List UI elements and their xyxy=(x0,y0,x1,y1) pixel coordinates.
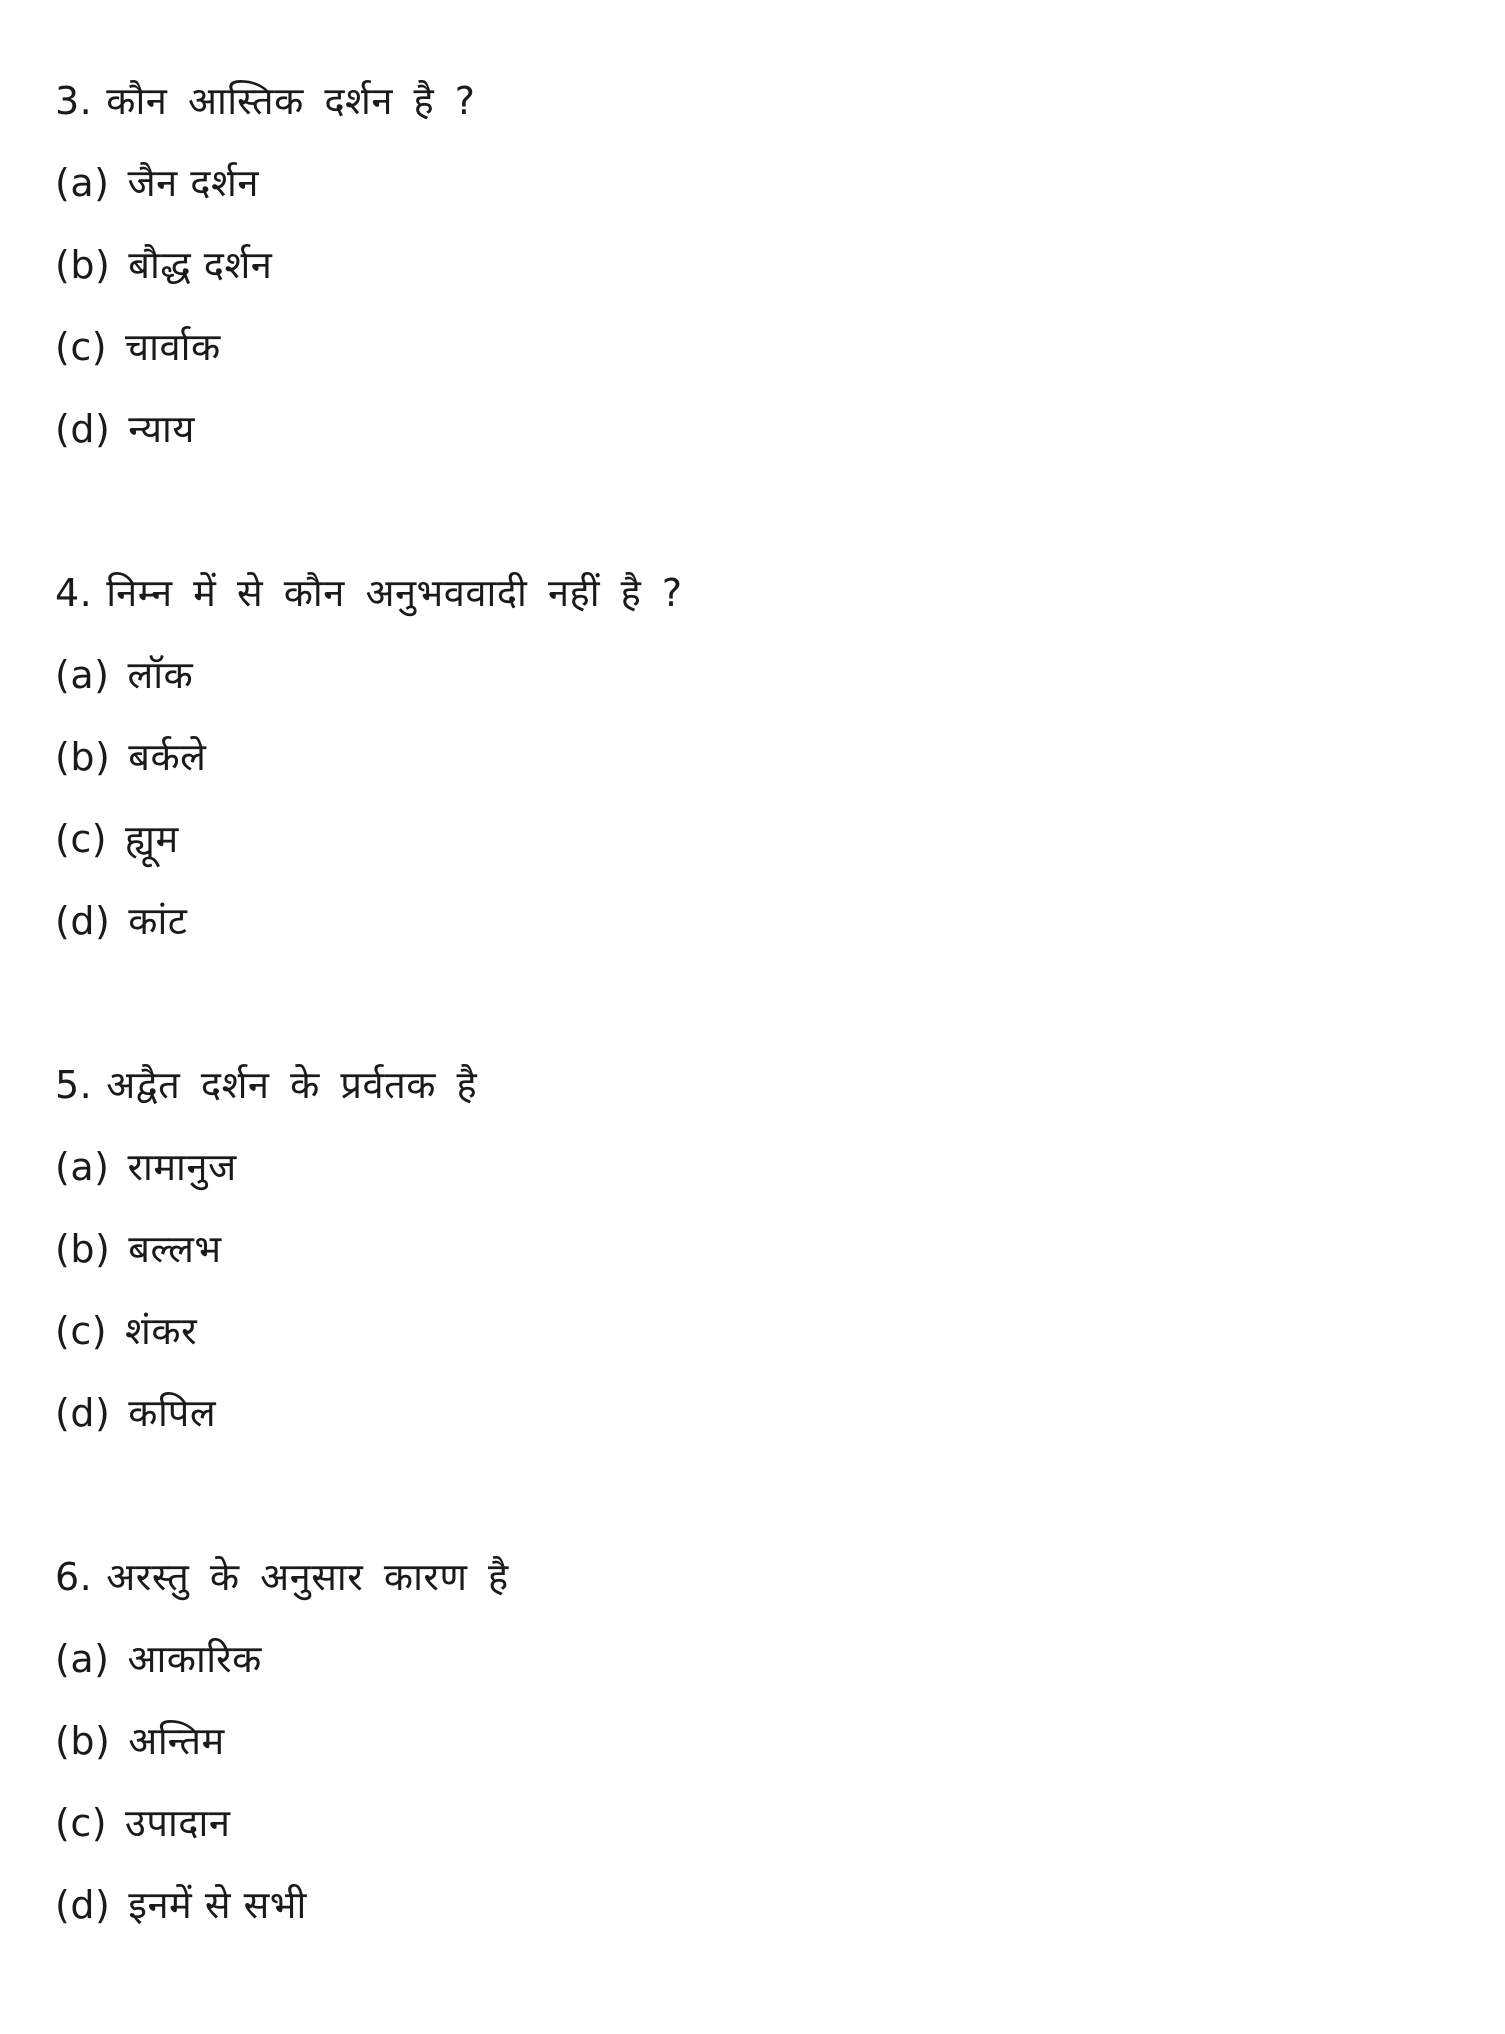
question-4 xyxy=(55,552,1455,962)
option-label: (b) xyxy=(55,1719,111,1763)
option-label: (b) xyxy=(55,1227,111,1271)
question-stem xyxy=(55,1044,1455,1126)
option-label: (b) xyxy=(55,735,111,779)
question-stem xyxy=(55,60,1455,142)
question-number: 6. xyxy=(55,1555,93,1599)
option-d xyxy=(55,388,1455,470)
option-text: कांट xyxy=(128,899,188,943)
option-label: (d) xyxy=(55,899,111,943)
option-text: ह्यूम xyxy=(125,817,179,861)
option-label: (b) xyxy=(55,243,111,287)
option-d xyxy=(55,1372,1455,1454)
option-text: लॉक xyxy=(127,653,194,697)
option-c xyxy=(55,306,1455,388)
option-text: रामानुज xyxy=(127,1145,237,1189)
question-text: अद्वैत दर्शन के प्रर्वतक है xyxy=(106,1063,478,1107)
option-text: बल्लभ xyxy=(128,1227,222,1271)
question-number: 5. xyxy=(55,1063,93,1107)
option-b xyxy=(55,1700,1455,1782)
option-a xyxy=(55,1618,1455,1700)
option-label: (a) xyxy=(55,653,110,697)
option-label: (a) xyxy=(55,1637,110,1681)
question-stem xyxy=(55,552,1455,634)
question-text: निम्न में से कौन अनुभववादी नहीं है ? xyxy=(106,571,683,615)
question-3 xyxy=(55,60,1455,470)
option-a xyxy=(55,634,1455,716)
option-b xyxy=(55,716,1455,798)
question-text: कौन आस्तिक दर्शन है ? xyxy=(106,79,476,123)
option-label: (d) xyxy=(55,1883,111,1927)
option-c xyxy=(55,798,1455,880)
option-label: (d) xyxy=(55,407,111,451)
option-text: बर्कले xyxy=(128,735,207,779)
option-label: (c) xyxy=(55,1309,108,1353)
question-number: 3. xyxy=(55,79,93,123)
question-text: अरस्तु के अनुसार कारण है xyxy=(106,1555,509,1599)
option-a xyxy=(55,1126,1455,1208)
option-label: (d) xyxy=(55,1391,111,1435)
option-text: इनमें से सभी xyxy=(128,1883,307,1927)
option-text: शंकर xyxy=(125,1309,198,1353)
option-label: (c) xyxy=(55,1801,108,1845)
option-c xyxy=(55,1290,1455,1372)
option-label: (a) xyxy=(55,1145,110,1189)
question-5 xyxy=(55,1044,1455,1454)
question-number: 4. xyxy=(55,571,93,615)
option-label: (c) xyxy=(55,817,108,861)
option-text: उपादान xyxy=(125,1801,231,1845)
option-label: (a) xyxy=(55,161,110,205)
option-b xyxy=(55,224,1455,306)
option-text: बौद्ध दर्शन xyxy=(128,243,273,287)
option-d xyxy=(55,880,1455,962)
option-c xyxy=(55,1782,1455,1864)
option-text: आकारिक xyxy=(127,1637,262,1681)
option-label: (c) xyxy=(55,325,108,369)
option-text: अन्तिम xyxy=(128,1719,225,1763)
option-text: न्याय xyxy=(128,407,195,451)
option-b xyxy=(55,1208,1455,1290)
option-text: जैन दर्शन xyxy=(127,161,259,205)
question-6 xyxy=(55,1536,1455,1946)
question-stem xyxy=(55,1536,1455,1618)
option-text: चार्वाक xyxy=(125,325,221,369)
option-a xyxy=(55,142,1455,224)
option-text: कपिल xyxy=(128,1391,217,1435)
option-d xyxy=(55,1864,1455,1946)
